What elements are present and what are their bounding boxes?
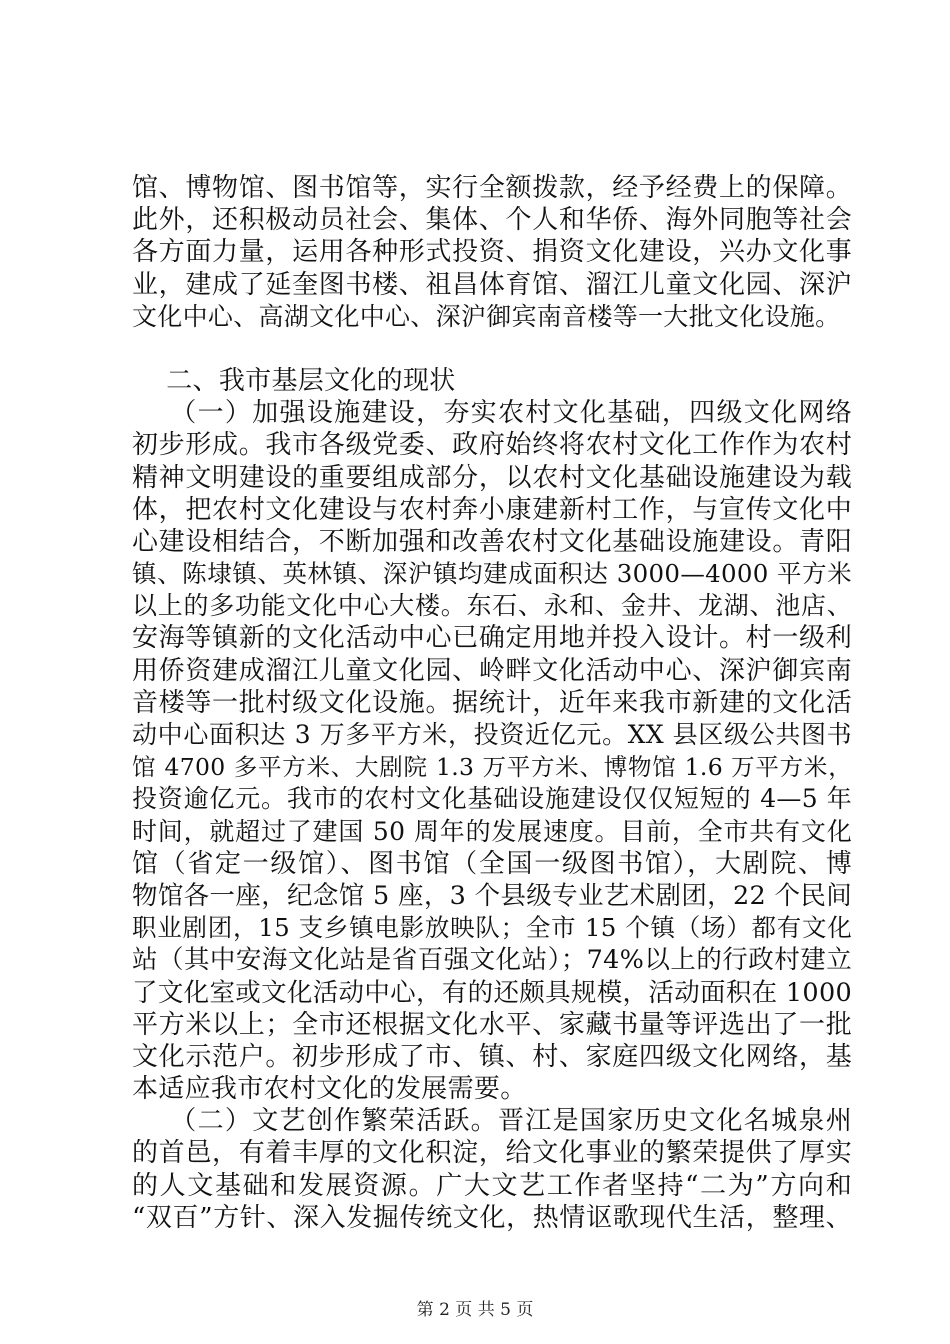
text-line: 各方面力量，运用各种形式投资、捐资文化建设，兴办文化事 <box>132 237 852 268</box>
text-line: 文化示范户。初步形成了市、镇、村、家庭四级文化网络，基 <box>132 1041 852 1072</box>
text-line: 了文化室或文化活动中心，有的还颇具规模，活动面积在 1000 <box>132 977 852 1008</box>
text-line: 职业剧团，15 支乡镇电影放映队；全市 15 个镇（场）都有文化 <box>132 913 852 943</box>
text-line: 精神文明建设的重要组成部分，以农村文化基础设施建设为载 <box>132 462 852 493</box>
text-line: 用侨资建成溜江儿童文化园、岭畔文化活动中心、深沪御宾南 <box>132 655 852 686</box>
text-line: 馆（省定一级馆）、图书馆（全国一级图书馆），大剧院、博 <box>132 848 852 879</box>
text-line: 安海等镇新的文化活动中心已确定用地并投入设计。村一级利 <box>132 623 852 654</box>
text-line: （一）加强设施建设，夯实农村文化基础，四级文化网络 <box>132 398 852 429</box>
text-line: 心建设相结合，不断加强和改善农村文化基础设施建设。青阳 <box>132 526 852 557</box>
paragraph <box>132 397 852 1105</box>
text-line: （二）文艺创作繁荣活跃。晋江是国家历史文化名城泉州 <box>132 1106 852 1137</box>
text-line: 的人文基础和发展资源。广大文艺工作者坚持“二为”方向和 <box>132 1170 852 1201</box>
page-number-footer: 第 2 页 共 5 页 <box>416 1300 534 1320</box>
text-line: 投资逾亿元。我市的农村文化基础设施建设仅仅短短的 4—5 年 <box>132 784 852 814</box>
text-line: 馆、博物馆、图书馆等，实行全额拨款，经予经费上的保障。 <box>132 173 852 203</box>
text-line: 的首邑，有着丰厚的文化积淀，给文化事业的繁荣提供了厚实 <box>132 1138 852 1169</box>
text-line: 体，把农村文化建设与农村奔小康建新村工作，与宣传文化中 <box>132 494 852 525</box>
text-line: 此外，还积极动员社会、集体、个人和华侨、海外同胞等社会 <box>132 205 852 236</box>
text-line: 物馆各一座，纪念馆 5 座，3 个县级专业艺术剧团，22 个民间 <box>132 880 852 911</box>
text-line: 初步形成。我市各级党委、政府始终将农村文化工作作为农村 <box>132 430 852 461</box>
text-line: 以上的多功能文化中心大楼。东石、永和、金井、龙湖、池店、 <box>132 591 852 621</box>
text-line: 镇、陈埭镇、英林镇、深沪镇均建成面积达 3000—4000 平方米 <box>132 559 852 589</box>
paragraph-spacer <box>132 333 852 365</box>
text-line: 文化中心、高湖文化中心、深沪御宾南音楼等一大批文化设施。 <box>132 301 841 331</box>
text-line: 平方米以上；全市还根据文化水平、家藏书量等评选出了一批 <box>132 1009 852 1040</box>
text-line: 业，建成了延奎图书楼、祖昌体育馆、溜江儿童文化园、深沪 <box>132 269 852 300</box>
text-line: 音楼等一批村级文化设施。据统计，近年来我市新建的文化活 <box>132 687 852 718</box>
text-line: 馆 4700 多平方米、大剧院 1.3 万平方米、博物馆 1.6 万平方米， <box>132 753 852 782</box>
section-heading <box>132 365 852 397</box>
paragraph <box>132 172 852 333</box>
document-body <box>132 172 852 1234</box>
heading-text: 二、我市基层文化的现状 <box>132 365 456 396</box>
text-line: “双百”方针、深入发掘传统文化，热情讴歌现代生活，整理、 <box>132 1202 852 1233</box>
text-line: 时间，就超过了建国 50 周年的发展速度。目前，全市共有文化 <box>132 816 852 846</box>
text-line: 动中心面积达 3 万多平方米，投资近亿元。XX 县区级公共图书 <box>132 720 852 749</box>
paragraph <box>132 1105 852 1234</box>
text-line: 站（其中安海文化站是省百强文化站）；74%以上的行政村建立 <box>132 945 852 976</box>
text-line: 本适应我市农村文化的发展需要。 <box>132 1074 527 1105</box>
